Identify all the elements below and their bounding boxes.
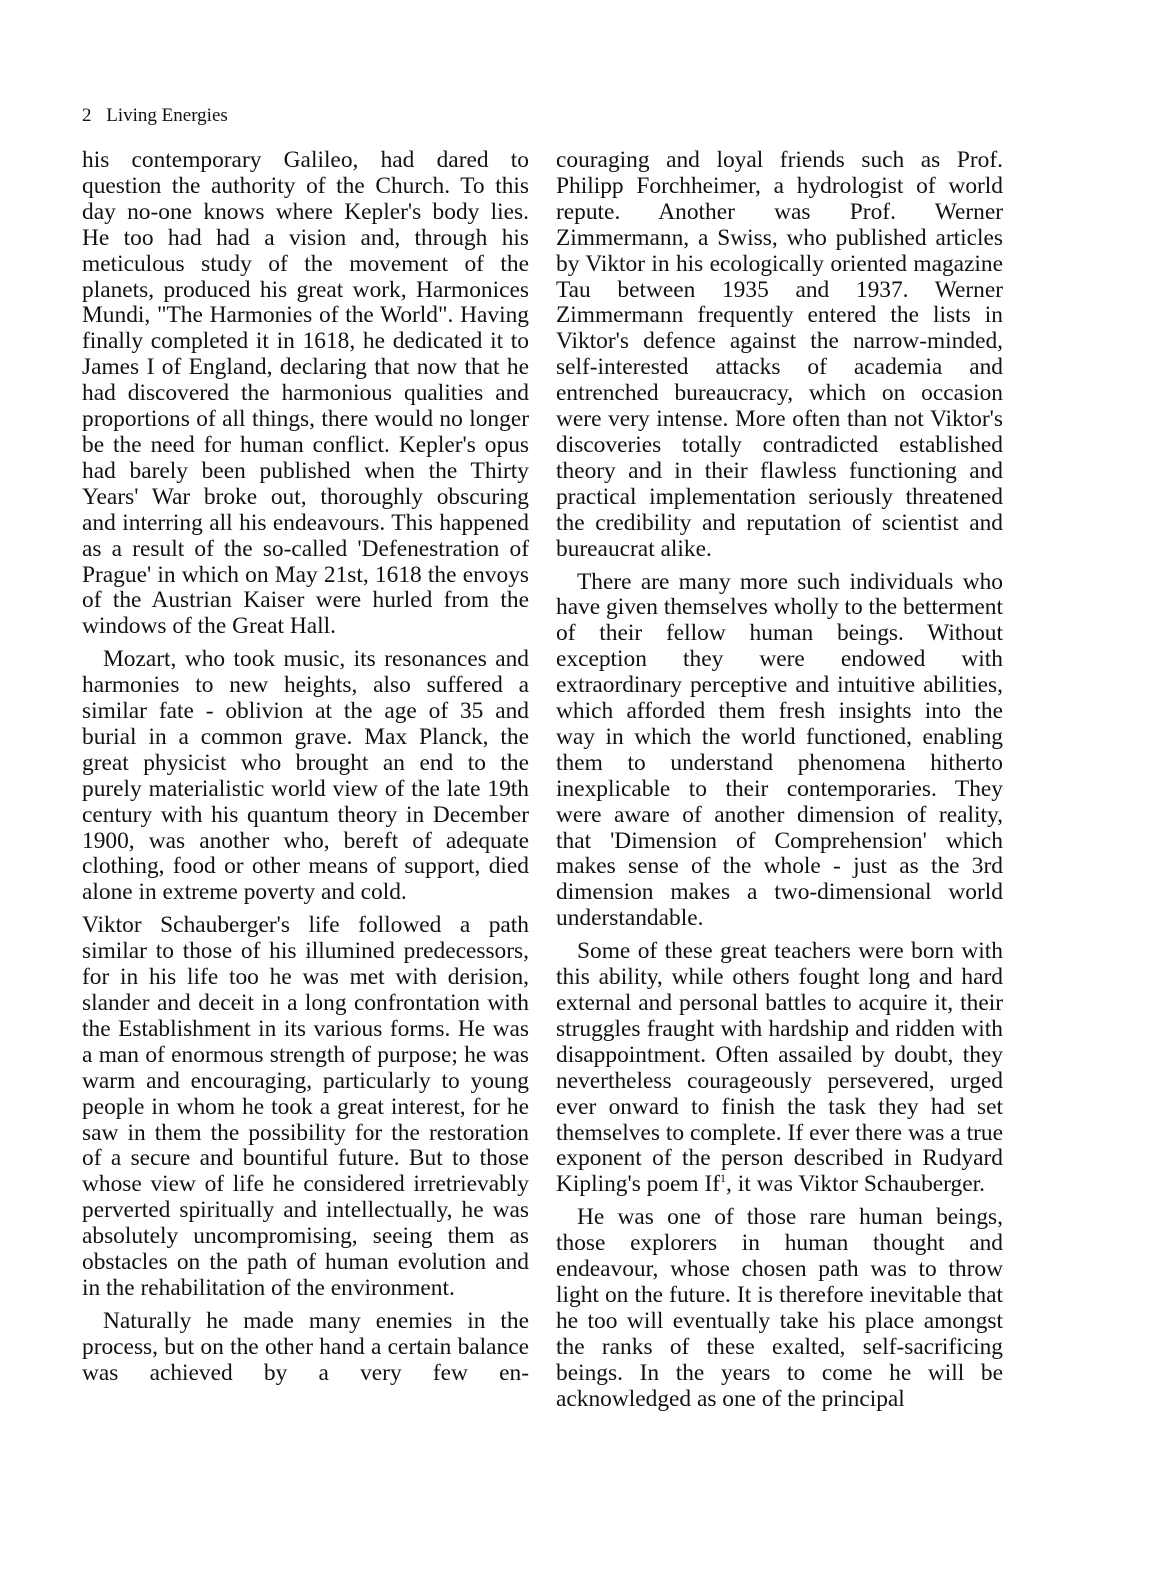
paragraph: Viktor Schauberger's life followed a path similar to those of his illumined predecessors, for in his life too he was met with derision, slander and deceit in a long confrontation with the Establishment in its various forms. He was a man of enormous strength of purpose; he was warm and encouraging, particularly to young people in whom he took a great interest, for he saw in them the possibility for the restoration of a secure and bountiful future. But to those whose view of life he considered irretrievably perverted spiritually and intellectually, he was absolutely uncompromising, seeing them as obstacles on the path of human evolution and in the rehabilitation of the environment. [82,912,529,1301]
paragraph-text: Some of these great teachers were born with this ability, while others fought long and hard external and personal battles to acquire it, their struggles fraught with hardship and ridden with disappointment. Often assailed by doubt, they nevertheless courageously persevered, urged ever onward to finish the task they had set themselves to complete. If ever there was a true exponent of the person described in Rudyard Kipling's poem If [556,938,1003,1198]
right-column [556,148,1003,1420]
paragraph: his contemporary Galileo, had dared to question the authority of the Church. To this day no-one knows where Kepler's body lies. He too had had a vision and, through his meticulous study of the movement of the planets, produced his great work, Harmonices Mundi, "The Harmonies of the World". Having finally completed it in 1618, he dedicated it to James I of England, declaring that now that he had discovered the harmonious qualities and proportions of all things, there would no longer be the need for human conflict. Kepler's opus had barely been published when the Thirty Years' War broke out, thoroughly obscuring and interring all his endeavours. This happened as a result of the so-called 'Defenestration of Prague' in which on May 21st, 1618 the envoys of the Austrian Kaiser were hurled from the windows of the Great Hall. [82,147,529,640]
paragraph: Naturally he made many enemies in the process, but on the other hand a certain balance was achieved by a very few en- [82,1307,529,1386]
paragraph [556,939,1003,1198]
paragraph: He was one of those rare human beings, those explorers in human thought and endeavour, whose chosen path was to throw light on the future. It is therefore inevitable that he too will eventually take his place amongst the ranks of these exalted, self-sacrificing beings. In the years to come he will be acknowledged as one of the principal [556,1204,1003,1412]
paragraph: Mozart, who took music, its resonances and harmonies to new heights, also suffered a similar fate - oblivion at the age of 35 and burial in a common grave. Max Planck, the great physicist who brought an end to the purely materialistic world view of the late 19th century with his quantum theory in December 1900, was another who, bereft of adequate clothing, food or other means of support, died alone in extreme poverty and cold. [82,646,529,906]
footnote-marker: 1 [720,1171,727,1186]
paragraph-text: , it was Viktor Schauberger. [726,1171,985,1198]
page-number: 2 [82,105,92,126]
running-title: Living Energies [106,105,228,126]
paragraph: couraging and loyal friends such as Prof. Philipp Forchheimer, a hydrologist of world repute. Another was Prof. Werner Zimmermann, a Swiss, who published articles by Viktor in his ecologically oriented magazine Tau between 1935 and 1937. Werner Zimmermann frequently entered the lists in Viktor's defence against the narrow-minded, self-interested attacks of academia and entrenched bureaucracy, which on occasion were very intense. More often than not Viktor's discoveries totally contradicted established theory and in their flawless functioning and practical implementation seriously threatened the credibility and reputation of scientist and bureaucrat alike. [556,147,1003,562]
left-column [82,148,529,1394]
running-header [82,104,228,128]
paragraph: There are many more such individuals who have given themselves wholly to the betterment of their fellow human beings. Without exception they were endowed with extraordinary perceptive and intuitive abilities, which afforded them fresh insights into the way in which the world functioned, enabling them to understand phenomena hitherto inexplicable to their contemporaries. They were aware of another dimension of reality, that 'Dimension of Comprehension' which makes sense of the whole - just as the 3rd dimension makes a two-dimensional world understandable. [556,568,1003,932]
